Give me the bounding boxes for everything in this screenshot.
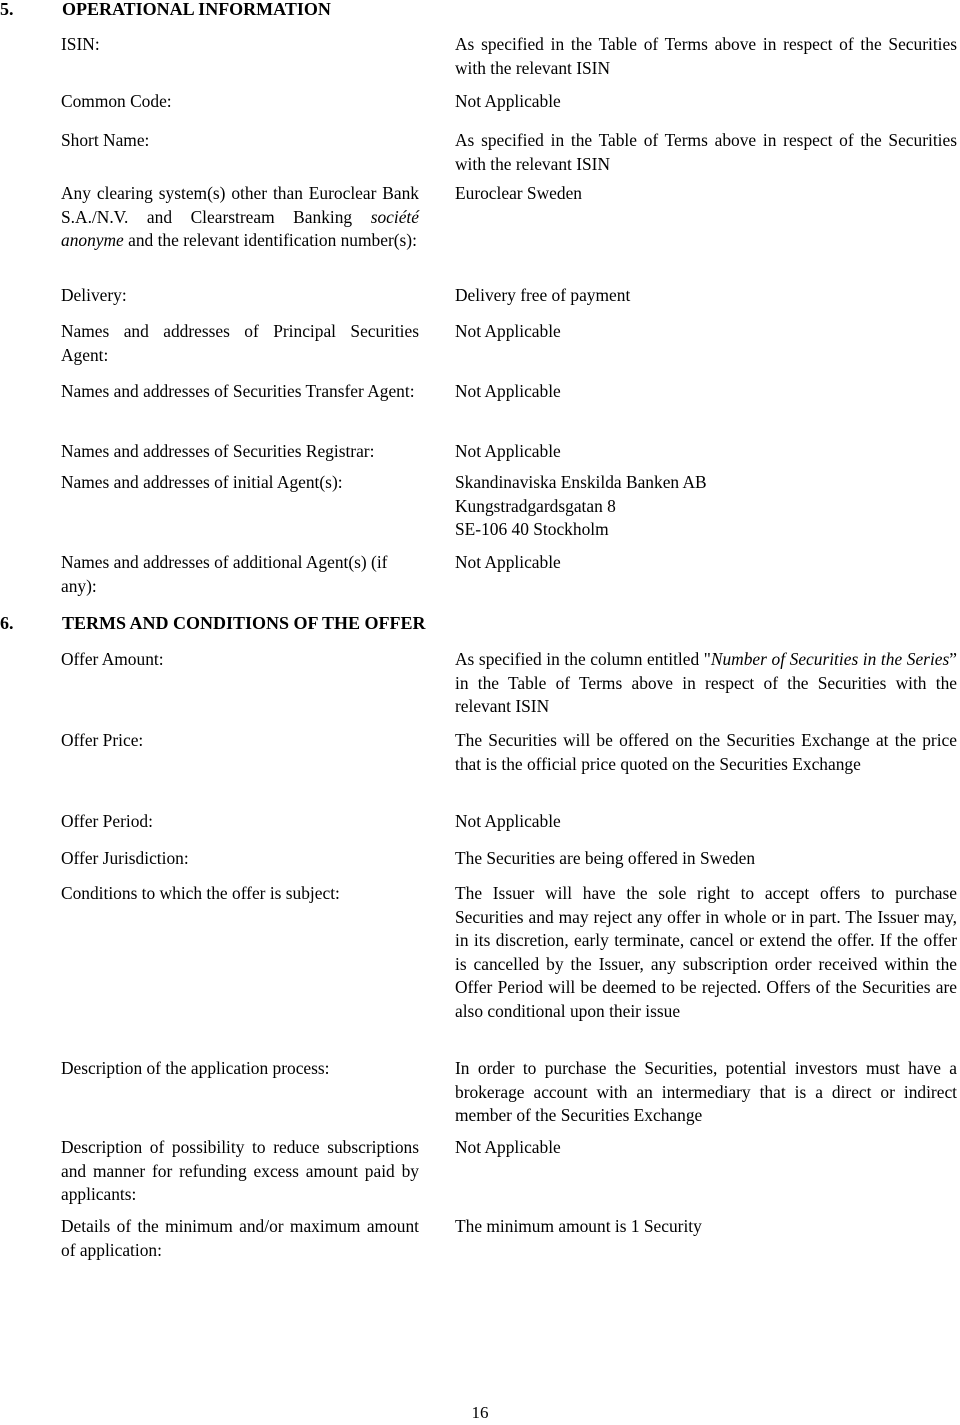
section-5-title: OPERATIONAL INFORMATION: [62, 0, 331, 19]
section-5-heading: [0, 0, 331, 20]
clearing-system-label-italic: société anonyme: [61, 206, 419, 250]
registrar-value: Not Applicable: [455, 441, 561, 461]
initial-agent-label: Names and addresses of initial Agent(s):: [61, 472, 343, 492]
offer-amount-value-italic: Number of Securities in the Series: [710, 649, 950, 669]
offer-price-label: Offer Price:: [61, 730, 144, 750]
reduce-subscriptions-label: Description of possibility to reduce subscriptions and manner for refunding excess amount paid by applicants:: [61, 1137, 419, 1204]
section-6-heading: [0, 612, 426, 634]
registrar-label: Names and addresses of Securities Registrar:: [61, 441, 375, 461]
section-5-number: 5.: [0, 0, 14, 19]
transfer-agent-label: Names and addresses of Securities Transfer Agent:: [61, 381, 415, 401]
section-6-number: 6.: [0, 613, 14, 633]
reduce-subscriptions-value: Not Applicable: [455, 1137, 561, 1157]
offer-period-value: Not Applicable: [455, 811, 561, 831]
common-code-value: Not Applicable: [455, 91, 561, 111]
page-number: 16: [471, 1403, 489, 1422]
clearing-system-label-part1: Any clearing system(s) other than Euroclear Bank S.A./N.V. and Clearstream Banking: [61, 183, 419, 227]
offer-price-value: The Securities will be offered on the Securities Exchange at the price that is the official price quoted on the Securities Exchange: [455, 730, 957, 774]
application-process-value: In order to purchase the Securities, potential investors must have a brokerage account with an intermediary that is a direct or indirect member of the Securities Exchange: [455, 1058, 957, 1125]
clearing-system-label: [61, 182, 419, 253]
application-amount-value: The minimum amount is 1 Security: [455, 1216, 702, 1236]
isin-label: ISIN:: [61, 34, 100, 54]
short-name-label: Short Name:: [61, 130, 150, 150]
common-code-label: Common Code:: [61, 91, 172, 111]
section-6-title: TERMS AND CONDITIONS OF THE OFFER: [62, 613, 426, 633]
clearing-system-label-part2: and the relevant identification number(s):: [128, 230, 417, 250]
offer-period-label: Offer Period:: [61, 811, 153, 831]
offer-amount-value: [455, 648, 957, 719]
offer-conditions-value: The Issuer will have the sole right to accept offers to purchase Securities and may reject any offer in whole or in part. The Issuer may, in its discretion, early terminate, cancel or extend the offer. If the offer is cancelled by the Issuer, any subscription order received within the Offer Period will be deemed to be rejected. Offers of the Securities are also conditional upon their issue: [455, 883, 957, 1021]
clearing-system-value: Euroclear Sweden: [455, 183, 582, 203]
initial-agent-value: [455, 471, 957, 542]
initial-agent-city: SE-106 40 Stockholm: [455, 519, 609, 539]
delivery-label: Delivery:: [61, 285, 127, 305]
application-amount-label: Details of the minimum and/or maximum amount of application:: [61, 1216, 419, 1260]
offer-amount-value-part2: ” in the Table of Terms above in respect of the Securities with the relevant ISIN: [455, 649, 958, 716]
offer-jurisdiction-value: The Securities are being offered in Sweden: [455, 848, 756, 868]
initial-agent-name: Skandinaviska Enskilda Banken AB: [455, 472, 707, 492]
isin-value: As specified in the Table of Terms above in respect of the Securities with the relevant ISIN: [455, 34, 957, 78]
offer-jurisdiction-label: Offer Jurisdiction:: [61, 848, 189, 868]
short-name-value: As specified in the Table of Terms above in respect of the Securities with the relevant ISIN: [455, 130, 957, 174]
initial-agent-street: Kungstradgardsgatan 8: [455, 495, 616, 516]
offer-amount-label: Offer Amount:: [61, 649, 164, 669]
additional-agent-value: Not Applicable: [455, 552, 561, 572]
application-process-label: Description of the application process:: [61, 1058, 330, 1078]
additional-agent-label: Names and addresses of additional Agent(s) (if any):: [61, 552, 388, 596]
principal-agent-value: Not Applicable: [455, 321, 561, 341]
transfer-agent-value: Not Applicable: [455, 381, 561, 401]
offer-conditions-label: Conditions to which the offer is subject:: [61, 883, 340, 903]
offer-amount-value-part1: As specified in the column entitled ": [455, 649, 711, 669]
principal-agent-label: Names and addresses of Principal Securities Agent:: [61, 321, 419, 365]
delivery-value: Delivery free of payment: [455, 285, 631, 305]
